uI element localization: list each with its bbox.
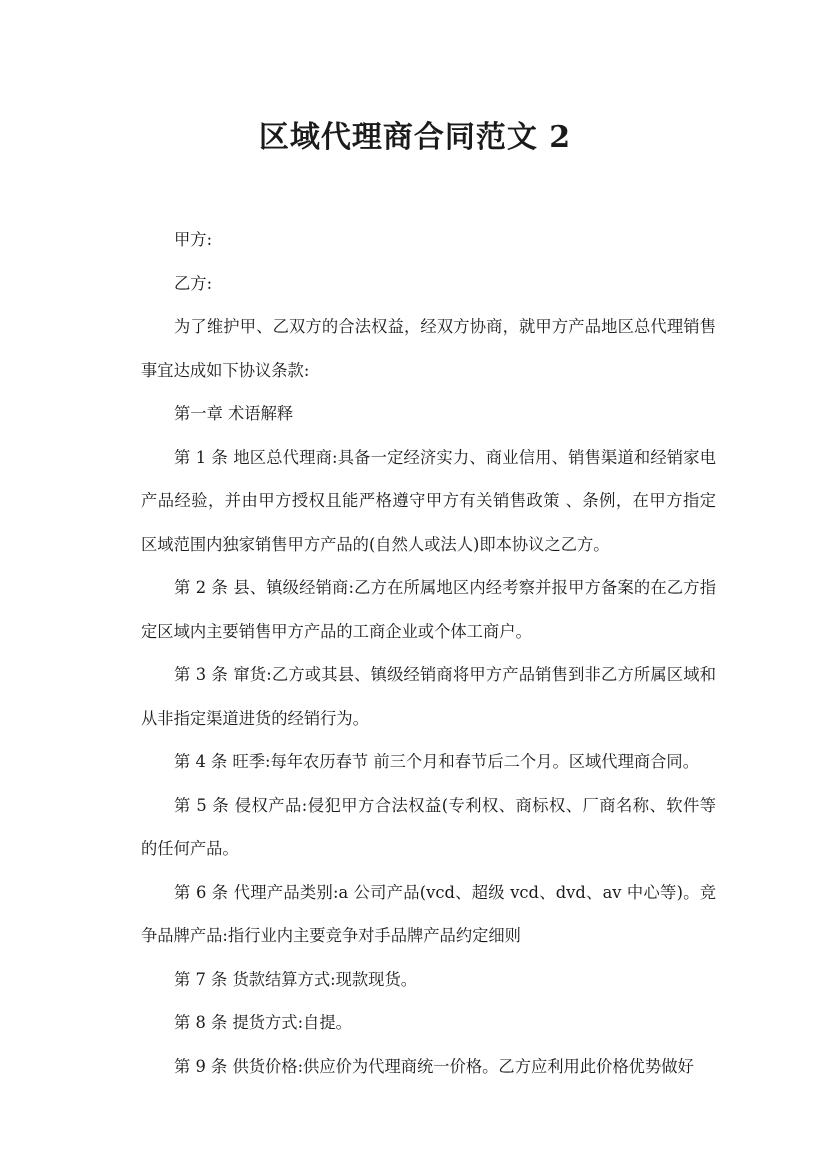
article-5: 第 5 条 侵权产品:侵犯甲方合法权益(专利权、商标权、厂商名称、软件等的任何产品。 bbox=[141, 795, 716, 858]
article-2: 第 2 条 县、镇级经销商:乙方在所属地区内经考察并报甲方备案的在乙方指定区域内主要销售甲方产品的工商企业或个体工商户。 bbox=[141, 578, 716, 641]
document-title: 区域代理商合同范文 2 bbox=[258, 120, 572, 155]
party-b-line: 乙方: bbox=[174, 273, 213, 293]
article-6: 第 6 条 代理产品类别:a 公司产品(vcd、超级 vcd、dvd、av 中心等)。竞争品牌产品:指行业内主要竞争对手品牌产品约定细则 bbox=[141, 882, 716, 945]
article-1: 第 1 条 地区总代理商:具备一定经济实力、商业信用、销售渠道和经销家电产品经验，并由甲方授权且能严格遵守甲方有关销售政策 、条例，在甲方指定区域范围内独家销售甲方产品的(自然人或法人)即本协议之乙方。 bbox=[141, 447, 716, 554]
article-4: 第 4 条 旺季:每年农历春节 前三个月和春节后二个月。区域代理商合同。 bbox=[174, 752, 699, 771]
article-7: 第 7 条 货款结算方式:现款现货。 bbox=[174, 969, 418, 989]
document-body bbox=[141, 218, 716, 1088]
article-8: 第 8 条 提货方式:自提。 bbox=[174, 1013, 352, 1032]
party-a-line: 甲方: bbox=[174, 230, 213, 249]
article-9: 第 9 条 供货价格:供应价为代理商统一价格。乙方应利用此价格优势做好 bbox=[174, 1056, 694, 1076]
article-3: 第 3 条 窜货:乙方或其县、镇级经销商将甲方产品销售到非乙方所属区域和从非指定渠道进货的经销行为。 bbox=[141, 665, 716, 728]
preamble-paragraph: 为了维护甲、乙双方的合法权益，经双方协商，就甲方产品地区总代理销售事宜达成如下协议条款: bbox=[141, 317, 716, 380]
chapter-heading: 第一章 术语解释 bbox=[174, 404, 294, 423]
